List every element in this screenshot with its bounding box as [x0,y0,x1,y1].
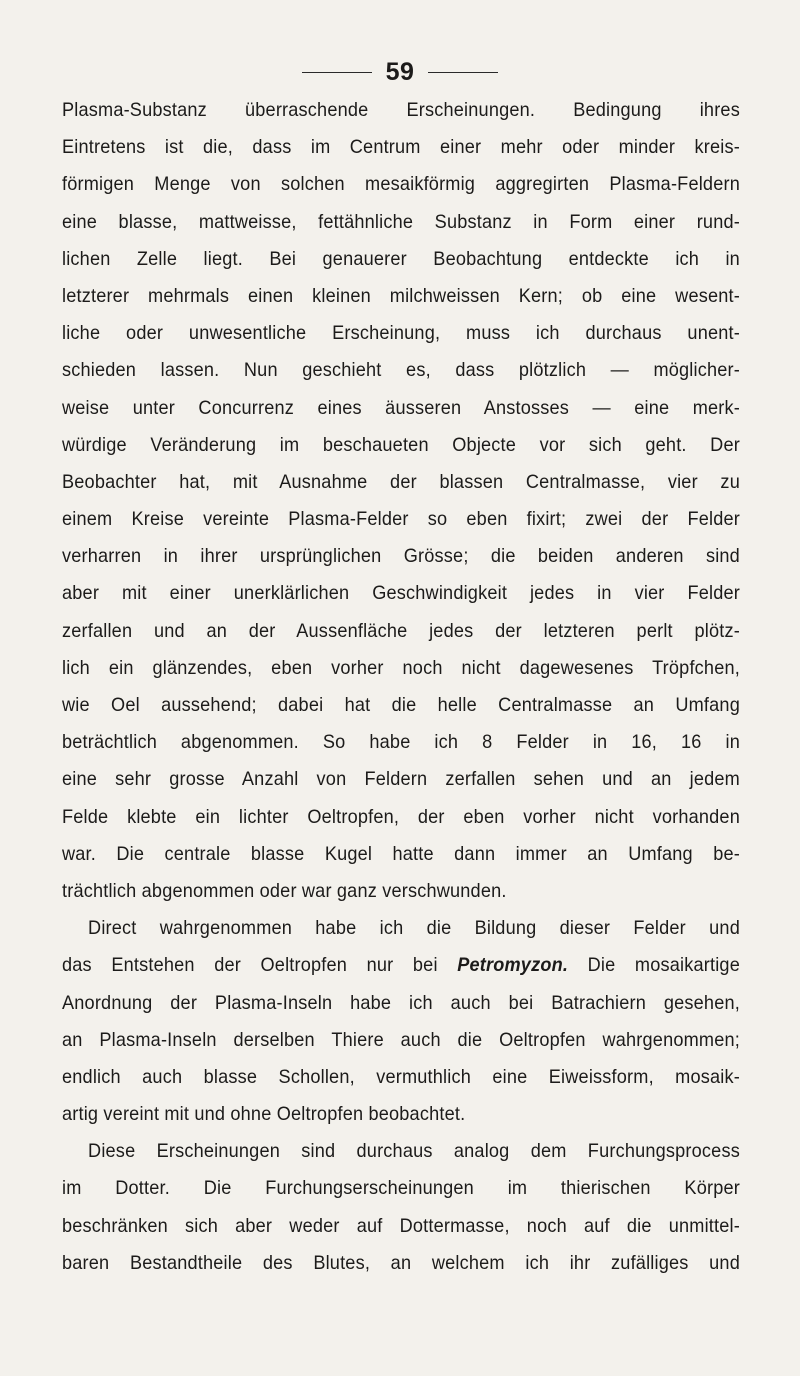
text-line: Plasma-Substanz überraschende Erscheinungen. Bedingung ihres [62,99,740,121]
page-header [0,52,800,92]
text-segment: Die mosaikartige [568,954,740,977]
text-line: wie Oel aussehend; dabei hat die helle Centralmasse an Umfang [62,694,740,716]
text-line: im Dotter. Die Furchungserscheinungen im thierischen Körper [62,1177,740,1200]
text-segment: das Entstehen der Oeltropfen nur bei [62,954,458,977]
text-line: schieden lassen. Nun geschieht es, dass plötzlich — möglicher- [62,359,740,382]
text-line: Felde klebte ein lichter Oeltropfen, der eben vorher nicht vorhanden [62,805,740,828]
page-number: 59 [385,57,415,86]
genus-name: Petromyzon. [457,954,569,977]
text-line: Direct wahrgenommen habe ich die Bildung dieser Felder und [88,917,740,940]
text-line-mixed [62,947,740,984]
text-line: Diese Erscheinungen sind durchaus analog dem Furchungsprocess [88,1140,740,1163]
body-text [62,92,740,1282]
text-line: baren Bestandtheile des Blutes, an welchem ich ihr zufälliges und [62,1251,740,1274]
text-line: liche oder unwesentliche Erscheinung, muss ich durchaus unent- [62,322,740,345]
text-line: endlich auch blasse Schollen, vermuthlich eine Eiweissform, mosaik- [62,1065,740,1088]
text-line: würdige Veränderung im beschaueten Objecte vor sich geht. Der [62,433,740,456]
text-line: Eintretens ist die, dass im Centrum einer mehr oder minder kreis- [62,136,740,159]
text-line: Beobachter hat, mit Ausnahme der blassen Centralmasse, vier zu [62,470,740,493]
text-line: an Plasma-Inseln derselben Thiere auch die Oeltropfen wahrgenommen; [62,1028,740,1051]
header-rule-left [302,72,372,73]
text-line: beschränken sich aber weder auf Dottermasse, noch auf die unmittel- [62,1214,740,1237]
text-line: letzterer mehrmals einen kleinen milchweissen Kern; ob eine wesent- [62,284,740,307]
header-rule-right [428,72,498,73]
text-line: war. Die centrale blasse Kugel hatte dann immer an Umfang be- [62,842,740,865]
text-line: Anordnung der Plasma-Inseln habe ich auch bei Batrachiern gesehen, [62,991,740,1014]
text-line: zerfallen und an der Aussenfläche jedes der letzteren perlt plötz- [62,619,740,642]
text-line: lich ein glänzendes, eben vorher noch nicht dagewesenes Tröpfchen, [62,656,740,679]
text-line: eine sehr grosse Anzahl von Feldern zerfallen sehen und an jedem [62,768,740,791]
text-line: förmigen Menge von solchen mesaikförmig aggregirten Plasma-Feldern [62,173,740,196]
text-line: weise unter Concurrenz eines äusseren Anstosses — eine merk- [62,396,740,419]
text-line: eine blasse, mattweisse, fettähnliche Substanz in Form einer rund- [62,210,740,233]
text-line: lichen Zelle liegt. Bei genauerer Beobachtung entdeckte ich in [62,247,740,270]
text-line: artig vereint mit und ohne Oeltropfen beobachtet. [62,1103,466,1126]
text-line: aber mit einer unerklärlichen Geschwindigkeit jedes in vier Felder [62,582,740,605]
text-line: beträchtlich abgenommen. So habe ich 8 Felder in 16, 16 in [62,731,740,754]
text-line: trächtlich abgenommen oder war ganz verschwunden. [62,879,507,902]
text-line: verharren in ihrer ursprünglichen Grösse; die beiden anderen sind [62,545,740,568]
text-line: einem Kreise vereinte Plasma-Felder so eben fixirt; zwei der Felder [62,508,740,531]
